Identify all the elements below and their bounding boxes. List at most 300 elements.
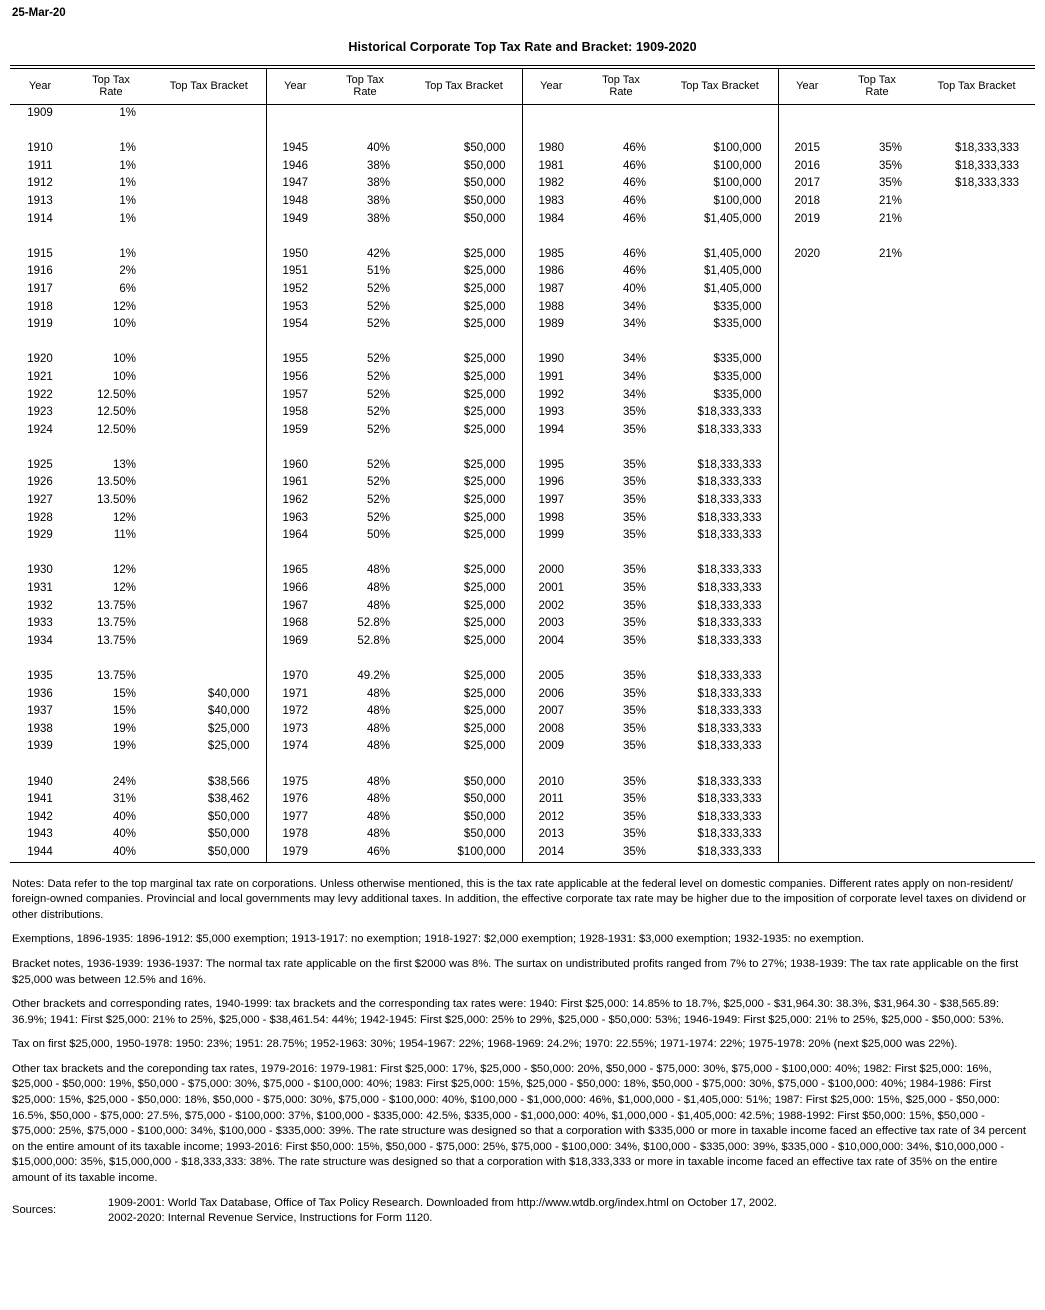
- cell-rate: [836, 774, 918, 792]
- cell-bracket: [152, 510, 266, 528]
- cell-rate: 11%: [113, 529, 136, 542]
- cell-rate: 48%: [366, 564, 390, 577]
- cell-bracket: $18,333,333: [697, 458, 762, 471]
- cell-rate: 48%: [366, 599, 390, 612]
- header-bracket-1: Top Tax Bracket: [169, 80, 248, 92]
- cell-bracket: [918, 738, 1035, 756]
- header-year-3: Year: [522, 69, 580, 105]
- cell-bracket: [918, 756, 1035, 774]
- cell-rate: 35%: [622, 793, 646, 806]
- cell-year: [778, 650, 836, 668]
- cell-bracket: [662, 439, 778, 457]
- table-row: [10, 615, 1035, 633]
- cell-bracket: $335,000: [713, 370, 762, 383]
- cell-year: 1934: [27, 634, 53, 647]
- cell-bracket: $25,000: [463, 599, 506, 612]
- cell-year: 1949: [266, 211, 324, 229]
- cell-year: [778, 281, 836, 299]
- cell-bracket: [918, 580, 1035, 598]
- cell-rate: 35%: [622, 670, 646, 682]
- cell-year: 1914: [27, 212, 53, 225]
- cell-rate: 35%: [622, 845, 646, 858]
- cell-rate: 46%: [366, 845, 390, 858]
- cell-year: 1994: [522, 422, 580, 440]
- cell-year: [10, 439, 70, 457]
- cell-year: 1925: [27, 458, 53, 471]
- table-row: [10, 598, 1035, 616]
- header-rate-line1: Top Tax: [602, 74, 640, 86]
- cell-rate: 48%: [366, 722, 390, 735]
- cell-year: [522, 334, 580, 352]
- cell-year: 2016: [778, 158, 836, 176]
- cell-bracket: $25,000: [463, 494, 506, 507]
- cell-rate: 35%: [878, 159, 902, 172]
- table-row: [10, 263, 1035, 281]
- cell-rate: 24%: [112, 775, 136, 788]
- cell-rate: 52%: [366, 353, 390, 366]
- cell-bracket: $25,000: [463, 247, 506, 260]
- cell-bracket: [152, 334, 266, 352]
- cell-bracket: $335,000: [713, 300, 762, 313]
- cell-bracket: $18,333,333: [697, 406, 762, 419]
- table-row: [10, 351, 1035, 369]
- cell-rate: [70, 439, 152, 457]
- cell-year: 2018: [778, 193, 836, 211]
- cell-bracket: $25,000: [463, 529, 506, 542]
- cell-year: 2002: [522, 598, 580, 616]
- cell-bracket: $50,000: [463, 194, 506, 207]
- cell-year: 1980: [522, 140, 580, 158]
- cell-year: 2009: [522, 738, 580, 756]
- table-row: [10, 756, 1035, 774]
- cell-rate: [836, 492, 918, 510]
- cell-bracket: $38,566: [207, 775, 250, 788]
- cell-rate: [836, 703, 918, 721]
- cell-bracket: $25,000: [463, 476, 506, 489]
- cell-bracket: [918, 545, 1035, 563]
- cell-bracket: [152, 369, 266, 387]
- cell-bracket: [152, 756, 266, 774]
- cell-rate: 1%: [119, 177, 136, 190]
- cell-bracket: $1,405,000: [703, 265, 762, 278]
- cell-bracket: $18,333,333: [697, 529, 762, 542]
- cell-year: 1989: [522, 316, 580, 334]
- header-bracket-2: Top Tax Bracket: [424, 80, 503, 92]
- cell-year: [522, 123, 580, 141]
- cell-bracket: $25,000: [463, 353, 506, 366]
- cell-year: 1988: [522, 299, 580, 317]
- cell-bracket: [152, 457, 266, 475]
- cell-year: 1977: [266, 809, 324, 827]
- cell-bracket: [152, 351, 266, 369]
- cell-rate: [836, 422, 918, 440]
- cell-rate: 19%: [112, 740, 136, 753]
- cell-rate: [836, 738, 918, 756]
- cell-bracket: $25,000: [463, 722, 506, 735]
- cell-rate: [836, 844, 918, 862]
- cell-bracket: [918, 527, 1035, 545]
- cell-year: 1937: [27, 705, 53, 718]
- cell-rate: [836, 474, 918, 492]
- cell-bracket: [918, 422, 1035, 440]
- cell-rate: 40%: [112, 845, 136, 858]
- cell-bracket: [918, 228, 1035, 246]
- cell-bracket: $18,333,333: [697, 687, 762, 700]
- cell-bracket: [918, 650, 1035, 668]
- cell-year: [10, 756, 70, 774]
- cell-year: 1987: [522, 281, 580, 299]
- cell-bracket: [152, 175, 266, 193]
- cell-rate: 52%: [366, 406, 390, 419]
- cell-rate: 46%: [622, 159, 646, 172]
- cell-year: 1982: [522, 175, 580, 193]
- table-row: [10, 299, 1035, 317]
- cell-bracket: $18,333,333: [697, 511, 762, 524]
- cell-year: [778, 439, 836, 457]
- table-row: [10, 474, 1035, 492]
- cell-bracket: [918, 439, 1035, 457]
- cell-rate: 19%: [112, 722, 136, 735]
- cell-year: [522, 545, 580, 563]
- cell-rate: [70, 123, 152, 141]
- cell-rate: 48%: [366, 705, 390, 718]
- cell-rate: 40%: [622, 282, 646, 295]
- cell-bracket: $50,000: [463, 793, 506, 806]
- cell-bracket: [918, 281, 1035, 299]
- cell-rate: [836, 615, 918, 633]
- cell-rate: 13%: [112, 458, 136, 471]
- cell-bracket: $18,333,333: [697, 845, 762, 858]
- cell-year: 1993: [522, 404, 580, 422]
- cell-bracket: $18,333,333: [697, 775, 762, 788]
- cell-rate: 15%: [112, 705, 136, 718]
- cell-rate: 46%: [622, 142, 646, 155]
- cell-rate: 52%: [366, 494, 390, 507]
- cell-year: 1916: [27, 265, 53, 278]
- cell-year: 2011: [522, 791, 580, 809]
- cell-rate: 52%: [366, 458, 390, 471]
- cell-year: 1917: [27, 282, 53, 295]
- table-row: [10, 228, 1035, 246]
- table-row: [10, 211, 1035, 229]
- cell-year: 1976: [266, 791, 324, 809]
- cell-rate: 52%: [366, 511, 390, 524]
- tax-rate-table: [10, 68, 1035, 862]
- cell-rate: 35%: [622, 722, 646, 735]
- cell-year: 1965: [266, 562, 324, 580]
- cell-year: 1957: [266, 387, 324, 405]
- cell-rate: 48%: [366, 793, 390, 806]
- cell-year: 1920: [27, 353, 53, 366]
- cell-year: 2008: [522, 721, 580, 739]
- cell-rate: 49.2%: [357, 670, 390, 682]
- cell-bracket: $18,333,333: [697, 634, 762, 647]
- table-row: [10, 826, 1035, 844]
- cell-year: 1958: [266, 404, 324, 422]
- cell-rate: [324, 439, 406, 457]
- cell-bracket: [918, 263, 1035, 281]
- cell-bracket: [918, 633, 1035, 651]
- cell-rate: [836, 439, 918, 457]
- cell-rate: 13.75%: [96, 617, 136, 630]
- table-row: [10, 686, 1035, 704]
- cell-rate: 35%: [622, 406, 646, 419]
- cell-bracket: [152, 211, 266, 229]
- cell-bracket: [918, 474, 1035, 492]
- cell-rate: [580, 334, 662, 352]
- cell-year: 1915: [27, 247, 53, 260]
- cell-bracket: $18,333,333: [697, 599, 762, 612]
- cell-bracket: [152, 527, 266, 545]
- cell-year: 1909: [27, 107, 53, 119]
- cell-bracket: [152, 615, 266, 633]
- cell-rate: 48%: [366, 810, 390, 823]
- cell-rate: [836, 668, 918, 686]
- cell-rate: 48%: [366, 687, 390, 700]
- cell-bracket: [152, 492, 266, 510]
- cell-rate: 52%: [366, 282, 390, 295]
- cell-year: [778, 123, 836, 141]
- table-row: [10, 562, 1035, 580]
- cell-year: [778, 457, 836, 475]
- header-rate-line2: Rate: [609, 86, 633, 98]
- header-bracket-4: Top Tax Bracket: [937, 80, 1016, 92]
- cell-rate: 35%: [878, 142, 902, 155]
- cell-rate: 42%: [366, 247, 390, 260]
- cell-rate: 1%: [119, 212, 136, 225]
- cell-rate: 34%: [622, 300, 646, 313]
- cell-year: 2014: [522, 844, 580, 862]
- cell-year: 1924: [27, 423, 53, 436]
- cell-bracket: $25,000: [463, 423, 506, 436]
- cell-bracket: [662, 228, 778, 246]
- cell-rate: [836, 281, 918, 299]
- cell-bracket: [152, 650, 266, 668]
- cell-rate: 35%: [622, 810, 646, 823]
- cell-rate: 40%: [366, 142, 390, 155]
- cell-year: 1990: [522, 351, 580, 369]
- cell-rate: 35%: [622, 476, 646, 489]
- table-row: [10, 650, 1035, 668]
- cell-rate: 13.50%: [96, 476, 136, 489]
- cell-rate: [324, 650, 406, 668]
- cell-bracket: [152, 158, 266, 176]
- cell-bracket: [918, 105, 1035, 123]
- cell-bracket: [662, 650, 778, 668]
- cell-year: [266, 334, 324, 352]
- cell-year: 1943: [27, 828, 53, 841]
- cell-year: 1961: [266, 474, 324, 492]
- page-title: Historical Corporate Top Tax Rate and Bracket: 1909-2020: [348, 40, 697, 54]
- note-paragraph: Notes: Data refer to the top marginal tax rate on corporations. Unless otherwise mentioned, this is the tax rate applicable at the federal level on domestic companies. Different rates apply on non-resident/ foreign-owned companies. Provincial and local governments may levy additional taxes. In addition, the effective corporate tax rate may be higher due to the imposition of corporate level taxes on dividend or other distributions.: [12, 877, 1027, 921]
- cell-bracket: [918, 809, 1035, 827]
- cell-rate: [324, 228, 406, 246]
- cell-year: 2007: [522, 703, 580, 721]
- cell-year: 2005: [522, 668, 580, 686]
- cell-bracket: [918, 721, 1035, 739]
- sources-lines: [108, 1196, 777, 1227]
- table-row: [10, 527, 1035, 545]
- cell-bracket: $335,000: [713, 353, 762, 366]
- cell-rate: [324, 105, 406, 123]
- cell-rate: 50%: [366, 529, 390, 542]
- cell-year: [778, 633, 836, 651]
- cell-rate: 34%: [622, 318, 646, 331]
- table-row: [10, 193, 1035, 211]
- cell-year: 1955: [266, 351, 324, 369]
- cell-rate: [836, 387, 918, 405]
- cell-bracket: $18,333,333: [697, 617, 762, 630]
- cell-bracket: [918, 316, 1035, 334]
- table-row: [10, 281, 1035, 299]
- cell-rate: 34%: [622, 353, 646, 366]
- cell-year: 1940: [27, 775, 53, 788]
- cell-year: [266, 545, 324, 563]
- cell-bracket: $25,000: [463, 282, 506, 295]
- cell-bracket: $25,000: [463, 458, 506, 471]
- table-row: [10, 844, 1035, 862]
- cell-bracket: $25,000: [463, 265, 506, 278]
- cell-rate: 12%: [112, 582, 136, 595]
- cell-rate: 35%: [622, 564, 646, 577]
- cell-year: 1931: [27, 582, 53, 595]
- cell-rate: 35%: [622, 458, 646, 471]
- cell-year: 2001: [522, 580, 580, 598]
- cell-year: 1938: [27, 722, 53, 735]
- table-row: [10, 404, 1035, 422]
- cell-rate: [324, 545, 406, 563]
- cell-rate: 35%: [622, 705, 646, 718]
- cell-year: 1971: [266, 686, 324, 704]
- cell-bracket: $25,000: [463, 318, 506, 331]
- cell-rate: 35%: [622, 599, 646, 612]
- header-year-4: Year: [778, 69, 836, 105]
- cell-bracket: $100,000: [713, 159, 762, 172]
- table-row: [10, 457, 1035, 475]
- cell-rate: 46%: [622, 212, 646, 225]
- cell-rate: 51%: [366, 265, 390, 278]
- cell-rate: 35%: [622, 634, 646, 647]
- cell-rate: 35%: [622, 828, 646, 841]
- header-rate-line1: Top Tax: [858, 74, 896, 86]
- cell-year: [266, 439, 324, 457]
- cell-year: 1950: [266, 246, 324, 264]
- cell-bracket: $18,333,333: [697, 582, 762, 595]
- table-row: [10, 422, 1035, 440]
- cell-bracket: $50,000: [463, 159, 506, 172]
- cell-bracket: [152, 633, 266, 651]
- source-line: 2002-2020: Internal Revenue Service, Instructions for Form 1120.: [108, 1212, 433, 1225]
- cell-bracket: [918, 457, 1035, 475]
- cell-year: [778, 492, 836, 510]
- cell-rate: [836, 598, 918, 616]
- cell-bracket: $18,333,333: [697, 564, 762, 577]
- cell-rate: 10%: [112, 370, 136, 383]
- cell-year: [778, 844, 836, 862]
- cell-year: [778, 721, 836, 739]
- cell-year: [778, 263, 836, 281]
- cell-rate: [836, 791, 918, 809]
- cell-rate: [836, 404, 918, 422]
- cell-bracket: $25,000: [463, 300, 506, 313]
- cell-rate: 35%: [622, 529, 646, 542]
- table-header: [10, 69, 1035, 105]
- cell-bracket: $25,000: [463, 564, 506, 577]
- cell-year: 1973: [266, 721, 324, 739]
- table-row: [10, 791, 1035, 809]
- cell-year: [778, 387, 836, 405]
- cell-year: 1932: [27, 599, 53, 612]
- cell-year: 2000: [522, 562, 580, 580]
- cell-year: 1979: [266, 844, 324, 862]
- cell-rate: 34%: [622, 388, 646, 401]
- cell-rate: [836, 123, 918, 141]
- cell-rate: 13.75%: [96, 599, 136, 612]
- header-rate-line2: Rate: [353, 86, 377, 98]
- cell-year: [778, 334, 836, 352]
- cell-rate: 34%: [622, 370, 646, 383]
- cell-rate: 52%: [366, 388, 390, 401]
- cell-bracket: [152, 439, 266, 457]
- cell-bracket: [918, 351, 1035, 369]
- cell-year: [778, 404, 836, 422]
- cell-bracket: [662, 756, 778, 774]
- cell-year: 1985: [522, 246, 580, 264]
- cell-year: 1930: [27, 564, 53, 577]
- cell-year: 1968: [266, 615, 324, 633]
- cell-bracket: $18,333,333: [697, 722, 762, 735]
- header-rate-line2: Rate: [865, 86, 889, 98]
- cell-year: 1962: [266, 492, 324, 510]
- table-row: [10, 633, 1035, 651]
- cell-rate: 12%: [112, 300, 136, 313]
- cell-year: 1999: [522, 527, 580, 545]
- cell-bracket: $1,405,000: [703, 282, 762, 295]
- cell-bracket: [662, 105, 778, 123]
- cell-bracket: $25,000: [463, 687, 506, 700]
- cell-rate: 31%: [112, 793, 136, 806]
- cell-bracket: $25,000: [463, 370, 506, 383]
- cell-year: 1959: [266, 422, 324, 440]
- cell-year: 1953: [266, 299, 324, 317]
- cell-bracket: [918, 193, 1035, 211]
- cell-rate: 1%: [119, 194, 136, 207]
- cell-bracket: [662, 334, 778, 352]
- cell-year: [778, 598, 836, 616]
- table-row: [10, 703, 1035, 721]
- cell-bracket: $18,333,333: [697, 740, 762, 753]
- cell-year: [266, 105, 324, 123]
- cell-rate: [836, 457, 918, 475]
- cell-bracket: [152, 668, 266, 686]
- cell-rate: 46%: [622, 247, 646, 260]
- cell-rate: 21%: [878, 194, 902, 207]
- cell-rate: 38%: [366, 159, 390, 172]
- cell-year: [10, 545, 70, 563]
- cell-bracket: $40,000: [207, 705, 250, 718]
- cell-year: [266, 650, 324, 668]
- cell-year: 1981: [522, 158, 580, 176]
- table-body: [10, 105, 1035, 862]
- cell-bracket: $18,333,333: [697, 494, 762, 507]
- cell-bracket: [406, 123, 522, 141]
- cell-bracket: $50,000: [463, 828, 506, 841]
- cell-bracket: $50,000: [463, 212, 506, 225]
- cell-year: [778, 351, 836, 369]
- cell-year: 1954: [266, 316, 324, 334]
- table-row: [10, 721, 1035, 739]
- table-bottom-rule: [10, 862, 1035, 863]
